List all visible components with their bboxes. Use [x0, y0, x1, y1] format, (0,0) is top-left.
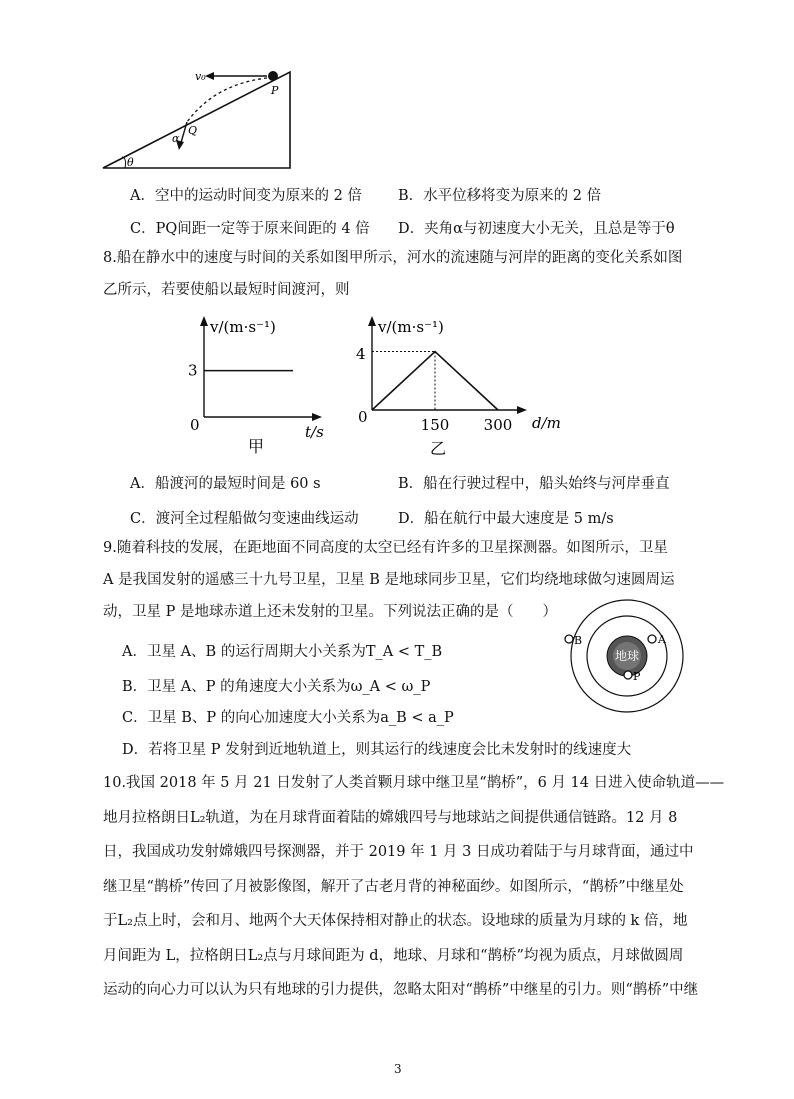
q8-option-d: D．船在航行中最大速度是 5 m/s: [398, 511, 614, 527]
q8-option-c: C．渡河全过程船做匀变速曲线运动: [130, 511, 359, 527]
q10-stem: [103, 766, 724, 1008]
q10-stem-line: 继卫星“鹊桥”传回了月被影像图，解开了古老月背的神秘面纱。如图所示，“鹊桥”中继星处: [103, 878, 684, 895]
chart-yi: [350, 312, 575, 462]
q10-stem-line: 地月拉格朗日L₂轨道，为在月球背面着陆的嫦娥四号与地球站之间提供通信链路。12 月 8: [103, 809, 678, 826]
orbit-figure: [555, 598, 690, 728]
q9-option-d: D．若将卫星 P 发射到近地轨道上，则其运行的线速度会比未发射时的线速度大: [122, 742, 632, 758]
trajectory: [187, 78, 267, 122]
satellite-P: [624, 671, 632, 679]
yi-xtick-300: 300: [483, 416, 513, 434]
earth-label: 地球: [614, 649, 640, 663]
q10-stem-line: 月间距为 L，拉格朗日L₂点与月球间距为 d，地球、月球和“鹊桥”均视为质点，月球做圆周: [103, 947, 684, 964]
jia-title: 甲: [248, 437, 265, 456]
q9-option-b: B．卫星 A、P 的角速度大小关系为ω_A < ω_P: [122, 679, 431, 695]
ball: [268, 71, 278, 81]
incline-figure: [95, 62, 300, 172]
q9-option-a: A．卫星 A、B 的运行周期大小关系为T_A < T_B: [122, 644, 443, 660]
page-number: 3: [394, 1062, 402, 1076]
q10-stem-line: 日，我国成功发射嫦娥四号探测器，并于 2019 年 1 月 3 日成功着陆于与月球背面，通过中: [103, 844, 694, 860]
q9-stem-line: 9.随着科技的发展，在距地面不同高度的太空已经有许多的卫星探测器。如图所示，卫星: [103, 540, 668, 556]
q10-stem-line: 10.我国 2018 年 5 月 21 日发射了人类首颗月球中继卫星“鹊桥”，6 月 14 日进入使命轨道——: [103, 775, 725, 791]
yi-xtick-150: 150: [420, 416, 450, 434]
q9-stem-line: 动，卫星 P 是地球赤道上还未发射的卫星。下列说法正确的是（ ）: [103, 604, 557, 620]
chart-jia: [180, 312, 340, 462]
q7-option-c: C．PQ间距一定等于原来间距的 4 倍: [130, 221, 370, 237]
jia-ytick-3: 3: [188, 361, 198, 380]
satellite-A: [648, 635, 656, 643]
label-A: A: [658, 633, 666, 646]
yi-origin: 0: [358, 408, 368, 426]
label-theta: θ: [127, 156, 134, 169]
satellite-B: [565, 635, 573, 643]
q7-option-b: B．水平位移将变为原来的 2 倍: [398, 188, 602, 204]
q7-option-a: A．空中的运动时间变为原来的 2 倍: [130, 188, 362, 204]
label-P: P: [633, 670, 641, 683]
yi-ylabel: v/(m·s⁻¹): [378, 318, 444, 336]
q9-option-c: C．卫星 B、P 的向心加速度大小关系为a_B < a_P: [122, 710, 454, 726]
q8-stem-line: 8.船在静水中的速度与时间的关系如图甲所示，河水的流速随与河岸的距离的变化关系如图: [103, 250, 683, 266]
q8-option-a: A．船渡河的最短时间是 60 s: [130, 476, 321, 492]
label-P: P: [271, 84, 279, 97]
label-B: B: [574, 634, 583, 647]
jia-ylabel: v/(m·s⁻¹): [210, 318, 276, 336]
yi-title: 乙: [430, 439, 447, 458]
jia-xlabel: t/s: [305, 423, 324, 441]
jia-origin: 0: [190, 416, 200, 434]
q8-option-b: B．船在行驶过程中，船头始终与河岸垂直: [398, 476, 670, 492]
q8-stem: [103, 242, 682, 306]
yi-xlabel: d/m: [532, 414, 561, 432]
yi-ytick-4: 4: [356, 345, 366, 363]
q10-stem-line: 运动的向心力可以认为只有地球的引力提供，忽略太阳对“鹊桥”中继星的引力。则“鹊桥”中继: [103, 982, 699, 998]
label-alpha: α: [172, 132, 180, 145]
incline-triangle: [103, 72, 290, 168]
label-v0: v₀: [195, 70, 206, 83]
q7-option-d: D．夹角α与初速度大小无关，且总是等于θ: [398, 221, 675, 237]
label-Q: Q: [188, 124, 198, 137]
q10-stem-line: 于L₂点上时，会和月、地两个大天体保持相对静止的状态。设地球的质量为月球的 k 倍，地: [103, 913, 688, 929]
q9-stem-line: A 是我国发射的遥感三十九号卫星，卫星 B 是地球同步卫星，它们均绕地球做匀速圆周运: [103, 572, 675, 588]
q8-stem-line: 乙所示，若要使船以最短时间渡河，则: [103, 282, 350, 298]
